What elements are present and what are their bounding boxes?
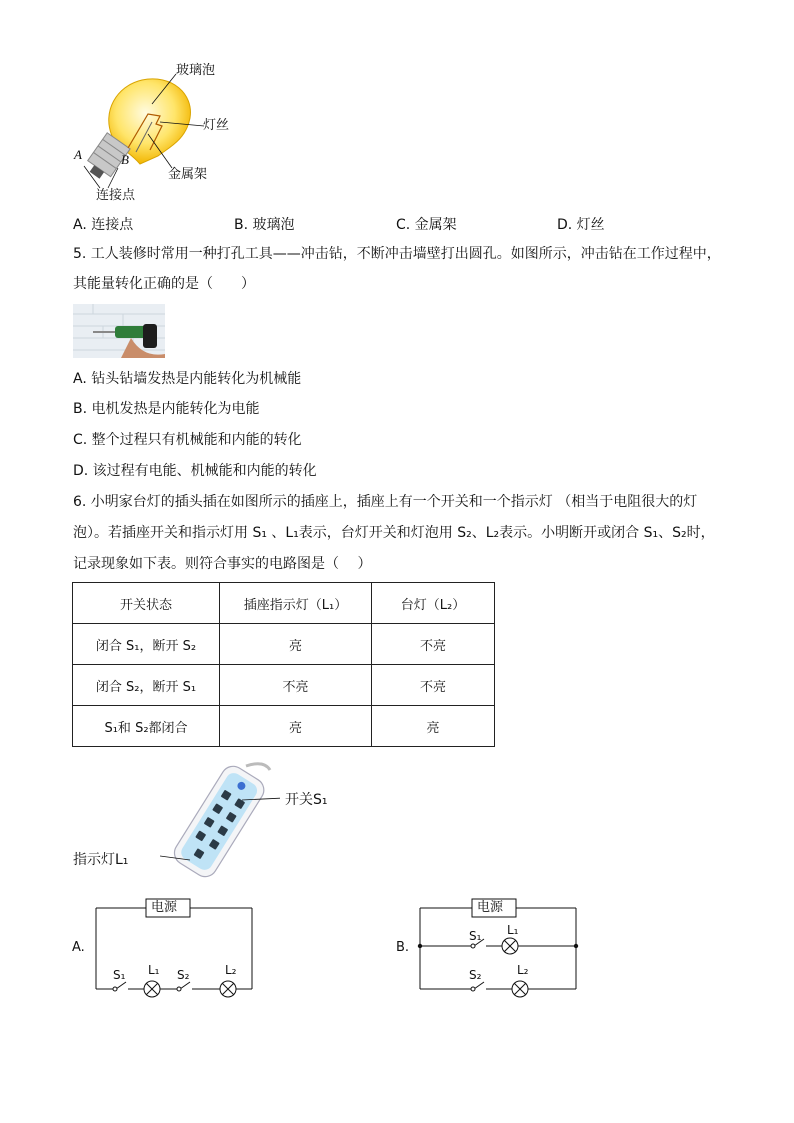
label-frame: 金属架 <box>168 167 208 182</box>
q4-option-a[interactable]: A. 连接点 <box>73 217 134 233</box>
circuit-a-power-label: 电源 <box>151 900 178 915</box>
q5-option-b[interactable]: B. 电机发热是内能转化为电能 <box>73 401 260 417</box>
q5-stem-line1: 5. 工人装修时常用一种打孔工具——冲击钻，不断冲击墙壁打出圆孔。如图所示，冲击钻在工作过程中， <box>73 246 721 262</box>
label-glass: 玻璃泡 <box>176 63 216 78</box>
table-row <box>73 624 495 665</box>
circuit-a-l2-label: L₂ <box>225 963 237 977</box>
table-header: 插座指示灯（L₁） <box>220 583 372 624</box>
table-cell: 闭合 S₁，断开 S₂ <box>73 624 220 665</box>
table-cell: 亮 <box>220 624 372 665</box>
table-cell: 不亮 <box>372 624 495 665</box>
q6-stem-line3: 记录现象如下表。则符合事实的电路图是（ ） <box>73 556 372 572</box>
q4-option-b[interactable]: B. 玻璃泡 <box>234 217 295 233</box>
table-header-row <box>73 583 495 624</box>
q5-option-d[interactable]: D. 该过程有电能、机械能和内能的转化 <box>73 463 317 479</box>
table-row <box>73 706 495 747</box>
q6-stem-line1: 6. 小明家台灯的插头插在如图所示的插座上，插座上有一个开关和一个指示灯 （相当于电阻很大的灯 <box>73 494 698 510</box>
circuit-b-l1-label: L₁ <box>507 923 519 937</box>
circuit-b-s1-label: S₁ <box>469 929 482 943</box>
q5-option-c[interactable]: C. 整个过程只有机械能和内能的转化 <box>73 432 302 448</box>
table-header: 台灯（L₂） <box>372 583 495 624</box>
label-a: A <box>74 147 82 162</box>
circuit-b-letter[interactable]: B. <box>396 940 410 955</box>
circuit-a-s2-label: S₂ <box>177 968 190 982</box>
table-row <box>73 665 495 706</box>
q6-stem-line2: 泡）。若插座开关和指示灯用 S₁ 、L₁表示，台灯开关和灯泡用 S₂、L₂表示。小明断开或闭合 S₁、S₂时， <box>73 525 715 541</box>
power-strip-figure <box>160 760 280 885</box>
table-cell: 亮 <box>220 706 372 747</box>
q5-option-a[interactable]: A. 钻头钻墙发热是内能转化为机械能 <box>73 371 302 387</box>
table-cell: 亮 <box>372 706 495 747</box>
circuit-b-s2-label: S₂ <box>469 968 482 982</box>
table-header: 开关状态 <box>73 583 220 624</box>
label-b: B <box>121 152 129 167</box>
q5-stem-line2: 其能量转化正确的是（ ） <box>73 276 255 292</box>
q4-option-c[interactable]: C. 金属架 <box>396 217 457 233</box>
circuit-a-l1-label: L₁ <box>148 963 160 977</box>
table-cell: 不亮 <box>372 665 495 706</box>
circuit-b-l2-label: L₂ <box>517 963 529 977</box>
label-filament: 灯丝 <box>203 118 230 133</box>
circuit-b-power-label: 电源 <box>477 900 504 915</box>
table-cell: 不亮 <box>220 665 372 706</box>
label-switch-s1: 开关S₁ <box>285 792 328 808</box>
q4-option-d[interactable]: D. 灯丝 <box>557 217 605 233</box>
label-indicator-l1: 指示灯L₁ <box>73 852 129 868</box>
label-contacts: 连接点 <box>96 188 136 203</box>
table-cell: 闭合 S₂，断开 S₁ <box>73 665 220 706</box>
table-cell: S₁和 S₂都闭合 <box>73 706 220 747</box>
observation-table <box>72 582 495 747</box>
circuit-a-s1-label: S₁ <box>113 968 126 982</box>
drill-photo <box>73 304 165 358</box>
circuit-a-letter[interactable]: A. <box>72 940 85 955</box>
